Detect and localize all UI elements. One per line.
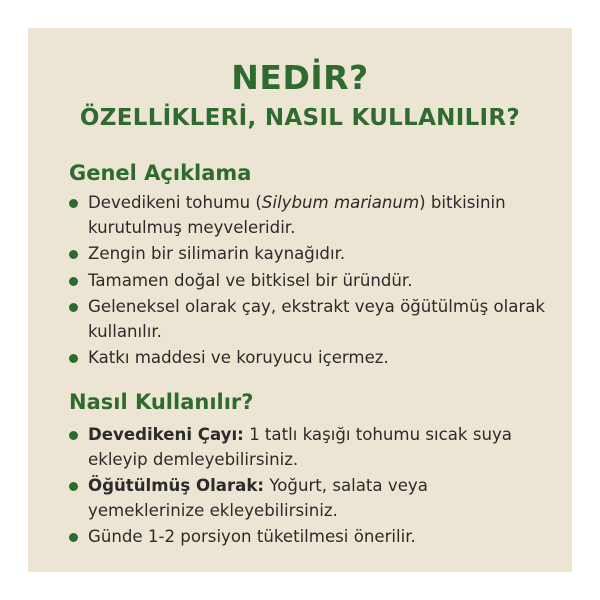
bullet-icon [69, 354, 78, 363]
list-item [69, 525, 549, 550]
list-item [69, 295, 549, 344]
list-item [69, 191, 549, 240]
bullet-icon [69, 199, 78, 208]
list-item [69, 423, 549, 472]
bullet-icon [69, 533, 78, 542]
usage-section-heading: Nasıl Kullanılır? [69, 390, 254, 414]
bullet-icon [69, 431, 78, 440]
item-italic-name: Silybum marianum [261, 193, 420, 212]
list-item [69, 346, 549, 371]
info-card [28, 28, 572, 572]
item-text: Zengin bir silimarin kaynağıdır. [88, 244, 346, 263]
list-item [69, 474, 549, 523]
item-text: Yoğurt, salata veya yemeklerinize ekleyebilirsiniz. [88, 476, 428, 520]
item-text: Tamamen doğal ve bitkisel bir üründür. [88, 270, 413, 290]
item-text: Geleneksel olarak çay, ekstrakt veya öğütülmüş olarak kullanılır. [88, 297, 546, 341]
main-title: NEDİR? [231, 58, 369, 97]
general-section-heading: Genel Açıklama [69, 161, 252, 185]
list-item [69, 269, 549, 294]
list-item [69, 242, 549, 267]
general-list [69, 191, 549, 373]
bullet-icon [69, 482, 78, 491]
item-text-before: Devedikeni tohumu ( [88, 193, 262, 212]
bullet-icon [69, 277, 78, 286]
item-text: Katkı maddesi ve koruyucu içermez. [88, 348, 389, 367]
item-text-after: ) bitkisinin kurutulmuş meyveleridir. [88, 193, 506, 237]
item-text: Günde 1-2 porsiyon tüketilmesi önerilir. [88, 527, 416, 546]
item-text: 1 tatlı kaşığı tohumu sıcak suya ekleyip demleyebilirsiniz. [88, 425, 512, 469]
item-bold-label: Öğütülmüş Olarak: [88, 476, 265, 495]
sub-title: ÖZELLİKLERİ, NASIL KULLANILIR? [79, 105, 521, 131]
usage-list [69, 423, 549, 552]
bullet-icon [69, 250, 78, 259]
bullet-icon [69, 303, 78, 312]
item-bold-label: Devedikeni Çayı: [88, 425, 244, 444]
